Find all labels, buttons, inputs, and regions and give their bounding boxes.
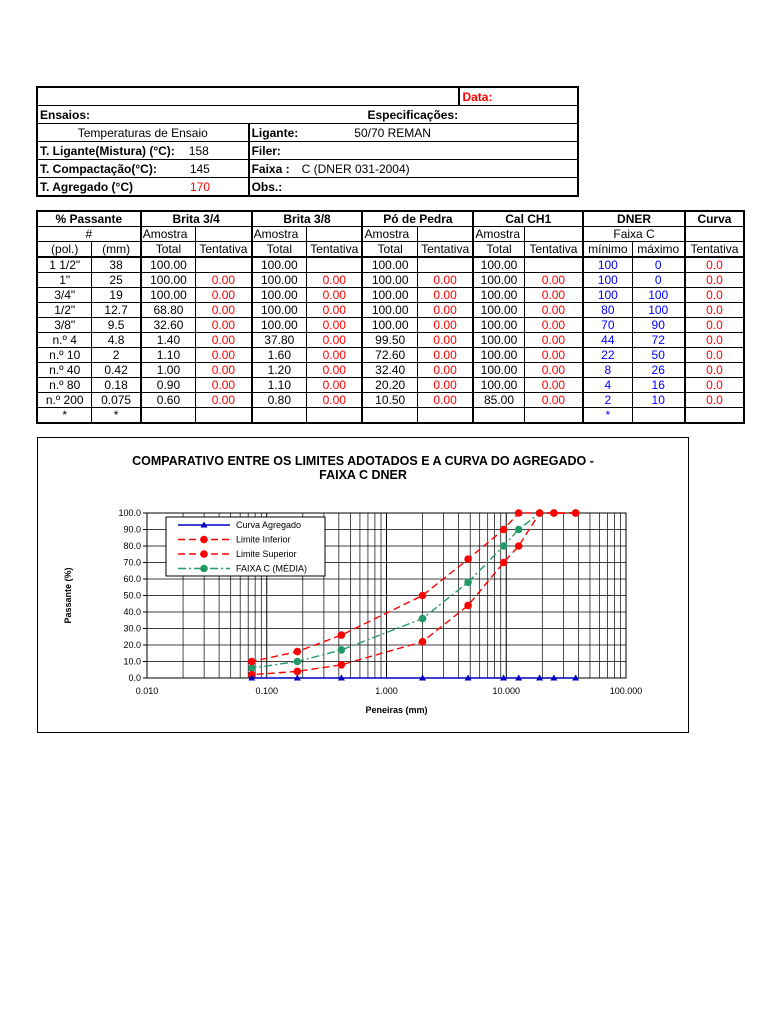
cell-min: 2 bbox=[583, 393, 632, 408]
cell-min: 70 bbox=[583, 318, 632, 333]
table-row bbox=[37, 408, 744, 424]
y-tick-label: 20.0 bbox=[123, 640, 141, 650]
cell-min: * bbox=[583, 408, 632, 424]
data-point bbox=[500, 559, 508, 567]
cell-min: 8 bbox=[583, 363, 632, 378]
x-tick-label: 10.000 bbox=[492, 686, 521, 696]
cell-curva: 0.0 bbox=[685, 348, 744, 363]
data-point bbox=[248, 664, 256, 672]
x-tick-label: 1.000 bbox=[375, 686, 398, 696]
filer-label: Filer: bbox=[249, 142, 578, 160]
cell-b38t bbox=[307, 257, 363, 273]
cell-curva: 0.0 bbox=[685, 393, 744, 408]
cell-b38t: 0.00 bbox=[307, 363, 363, 378]
cell-b38: 100.00 bbox=[252, 288, 307, 303]
cell-cal: 100.00 bbox=[473, 348, 524, 363]
maximo-header: máximo bbox=[632, 242, 685, 258]
faixa-c-header: Faixa C bbox=[583, 227, 685, 242]
data-point bbox=[550, 509, 558, 517]
cell-ppt: 0.00 bbox=[417, 303, 473, 318]
y-tick-label: 0.0 bbox=[128, 673, 141, 683]
legend-marker bbox=[200, 565, 208, 573]
amostra-header: Amostra bbox=[252, 227, 307, 242]
cell-ppt bbox=[417, 257, 473, 273]
data-point bbox=[419, 638, 427, 646]
cell-mm: 9.5 bbox=[92, 318, 141, 333]
table-row bbox=[37, 363, 744, 378]
cell-max: 0 bbox=[632, 273, 685, 288]
cell-ppt: 0.00 bbox=[417, 318, 473, 333]
chart-plot bbox=[38, 438, 688, 732]
x-axis-label: Peneiras (mm) bbox=[365, 705, 428, 715]
total-header: Total bbox=[141, 242, 196, 258]
cell-b34t bbox=[196, 257, 252, 273]
cell-ppt: 0.00 bbox=[417, 348, 473, 363]
cell-ppt: 0.00 bbox=[417, 363, 473, 378]
cell-b38: 37.80 bbox=[252, 333, 307, 348]
cell-b34: 100.00 bbox=[141, 257, 196, 273]
cell-curva: 0.0 bbox=[685, 363, 744, 378]
sieve-table-body bbox=[37, 257, 744, 423]
cell-pp: 100.00 bbox=[362, 257, 417, 273]
x-tick-label: 0.010 bbox=[135, 686, 159, 696]
data-point bbox=[248, 658, 256, 666]
cell-b34t: 0.00 bbox=[196, 303, 252, 318]
cell-b38: 100.00 bbox=[252, 303, 307, 318]
chart-title-line-2: FAIXA C DNER bbox=[319, 468, 407, 482]
y-tick-label: 60.0 bbox=[123, 574, 141, 584]
data-point bbox=[572, 509, 580, 517]
cell-mm: 0.075 bbox=[92, 393, 141, 408]
data-point bbox=[419, 592, 427, 600]
cell-calt: 0.00 bbox=[524, 363, 583, 378]
table-row bbox=[37, 393, 744, 408]
data-point bbox=[294, 648, 302, 656]
cell-pp: 100.00 bbox=[362, 273, 417, 288]
cell-max: 90 bbox=[632, 318, 685, 333]
passante-header: % Passante bbox=[37, 211, 141, 227]
dner-header: DNER bbox=[583, 211, 685, 227]
cell-max: 100 bbox=[632, 303, 685, 318]
pol-header: (pol.) bbox=[37, 242, 92, 258]
y-tick-label: 30.0 bbox=[123, 623, 141, 634]
cell-max: 72 bbox=[632, 333, 685, 348]
cell-cal: 100.00 bbox=[473, 378, 524, 393]
cell-min: 80 bbox=[583, 303, 632, 318]
cell-mm: 2 bbox=[92, 348, 141, 363]
legend-marker bbox=[200, 536, 208, 544]
data-point bbox=[500, 526, 508, 534]
cell-min: 22 bbox=[583, 348, 632, 363]
cell-ppt: 0.00 bbox=[417, 393, 473, 408]
cell-curva: 0.0 bbox=[685, 333, 744, 348]
cell-mm: 0.42 bbox=[92, 363, 141, 378]
cell-cal: 100.00 bbox=[473, 257, 524, 273]
cell-pp: 100.00 bbox=[362, 288, 417, 303]
hash-header: # bbox=[37, 227, 141, 242]
cell-ppt: 0.00 bbox=[417, 288, 473, 303]
amostra-header: Amostra bbox=[141, 227, 196, 242]
data-point bbox=[338, 631, 346, 639]
cell-min: 100 bbox=[583, 288, 632, 303]
cell-pp: 100.00 bbox=[362, 303, 417, 318]
cell-b38: 1.10 bbox=[252, 378, 307, 393]
cell-b34t: 0.00 bbox=[196, 273, 252, 288]
data-point bbox=[464, 579, 472, 587]
cell-b38t: 0.00 bbox=[307, 378, 363, 393]
cell-calt: 0.00 bbox=[524, 333, 583, 348]
cell-calt: 0.00 bbox=[524, 303, 583, 318]
cell-pp: 32.40 bbox=[362, 363, 417, 378]
cell-cal: 85.00 bbox=[473, 393, 524, 408]
cell-cal: 100.00 bbox=[473, 363, 524, 378]
cell-calt: 0.00 bbox=[524, 273, 583, 288]
cell-curva: 0.0 bbox=[685, 257, 744, 273]
cell-b38: 0.80 bbox=[252, 393, 307, 408]
cell-cal: 100.00 bbox=[473, 273, 524, 288]
y-tick-label: 80.0 bbox=[123, 541, 141, 551]
cell-b34: 1.40 bbox=[141, 333, 196, 348]
amostra-header: Amostra bbox=[473, 227, 524, 242]
cell-b38: 1.60 bbox=[252, 348, 307, 363]
data-point bbox=[515, 526, 523, 534]
cell-b34t: 0.00 bbox=[196, 348, 252, 363]
cell-calt bbox=[524, 408, 583, 424]
brita34-header: Brita 3/4 bbox=[141, 211, 252, 227]
cell-b34t: 0.00 bbox=[196, 393, 252, 408]
cell-pol: n.º 10 bbox=[37, 348, 92, 363]
cell-b34t: 0.00 bbox=[196, 363, 252, 378]
data-point bbox=[338, 661, 346, 669]
cell-pol: 1" bbox=[37, 273, 92, 288]
data-point bbox=[294, 658, 302, 666]
cell-calt: 0.00 bbox=[524, 393, 583, 408]
cell-b38t: 0.00 bbox=[307, 333, 363, 348]
legend-label: FAIXA C (MÉDIA) bbox=[236, 563, 308, 574]
t-compactacao-label: T. Compactação(°C): bbox=[40, 161, 157, 176]
data-point bbox=[500, 542, 508, 550]
obs-label: Obs.: bbox=[249, 178, 578, 197]
cell-b34: 1.00 bbox=[141, 363, 196, 378]
cell-pol: 3/4" bbox=[37, 288, 92, 303]
amostra-header: Amostra bbox=[362, 227, 417, 242]
po-de-pedra-header: Pó de Pedra bbox=[362, 211, 473, 227]
cell-calt: 0.00 bbox=[524, 348, 583, 363]
cell-mm: 25 bbox=[92, 273, 141, 288]
ligante-value: 50/70 REMAN bbox=[354, 125, 431, 140]
cell-pol: n.º 200 bbox=[37, 393, 92, 408]
table-row bbox=[37, 303, 744, 318]
data-point bbox=[536, 509, 544, 517]
cell-min: 100 bbox=[583, 257, 632, 273]
cell-min: 4 bbox=[583, 378, 632, 393]
legend-label: Limite Superior bbox=[236, 549, 297, 559]
tentativa-header: Tentativa bbox=[196, 242, 252, 258]
y-tick-label: 70.0 bbox=[123, 557, 141, 568]
cell-curva: 0.0 bbox=[685, 378, 744, 393]
cell-pp: 99.50 bbox=[362, 333, 417, 348]
t-compactacao-value: 145 bbox=[189, 161, 210, 176]
cell-ppt bbox=[417, 408, 473, 424]
cell-b34: 68.80 bbox=[141, 303, 196, 318]
chart-title-line-1: COMPARATIVO ENTRE OS LIMITES ADOTADOS E A CURVA DO AGREGADO - bbox=[132, 454, 594, 468]
table-row bbox=[37, 348, 744, 363]
t-ligante-label: T. Ligante(Mistura) (°C): bbox=[40, 143, 175, 158]
grading-chart bbox=[37, 437, 689, 733]
cell-b38t: 0.00 bbox=[307, 348, 363, 363]
cell-calt: 0.00 bbox=[524, 378, 583, 393]
data-point bbox=[464, 602, 472, 610]
cell-calt: 0.00 bbox=[524, 288, 583, 303]
total-header: Total bbox=[473, 242, 524, 258]
cell-b38t: 0.00 bbox=[307, 288, 363, 303]
curva-header: Curva bbox=[685, 211, 744, 227]
cell-b38 bbox=[252, 408, 307, 424]
cell-b38t: 0.00 bbox=[307, 273, 363, 288]
especificacoes-label: Especificações: bbox=[249, 106, 578, 124]
sieve-table bbox=[36, 210, 745, 424]
cell-max: 50 bbox=[632, 348, 685, 363]
ensaios-label: Ensaios: bbox=[37, 106, 249, 124]
cell-pol: n.º 4 bbox=[37, 333, 92, 348]
curva-tentativa-header: Tentativa bbox=[685, 242, 744, 258]
cell-max: 0 bbox=[632, 257, 685, 273]
data-point bbox=[464, 555, 472, 563]
cell-b34t bbox=[196, 408, 252, 424]
data-point bbox=[338, 646, 346, 654]
cell-pp: 10.50 bbox=[362, 393, 417, 408]
y-tick-label: 90.0 bbox=[123, 524, 141, 535]
tentativa-header: Tentativa bbox=[524, 242, 583, 258]
legend-label: Curva Agregado bbox=[236, 520, 302, 530]
cell-calt: 0.00 bbox=[524, 318, 583, 333]
cell-pp: 20.20 bbox=[362, 378, 417, 393]
ligante-label: Ligante: bbox=[251, 125, 299, 140]
cell-cal: 100.00 bbox=[473, 288, 524, 303]
y-tick-label: 40.0 bbox=[123, 607, 141, 617]
table-row bbox=[37, 378, 744, 393]
legend-label: Limite Inferior bbox=[236, 534, 291, 545]
data-point bbox=[294, 668, 302, 676]
legend-marker bbox=[200, 550, 208, 558]
mm-header: (mm) bbox=[92, 242, 141, 258]
total-header: Total bbox=[252, 242, 307, 258]
cell-max: 16 bbox=[632, 378, 685, 393]
cell-max bbox=[632, 408, 685, 424]
cell-b34: 1.10 bbox=[141, 348, 196, 363]
cell-cal: 100.00 bbox=[473, 333, 524, 348]
cell-mm: 12.7 bbox=[92, 303, 141, 318]
cell-pp: 100.00 bbox=[362, 318, 417, 333]
cell-mm: 0.18 bbox=[92, 378, 141, 393]
cell-pol: 3/8" bbox=[37, 318, 92, 333]
data-point bbox=[515, 542, 523, 550]
data-point bbox=[515, 509, 523, 517]
y-tick-label: 10.0 bbox=[123, 656, 141, 667]
cell-b34t: 0.00 bbox=[196, 288, 252, 303]
cell-b34: 100.00 bbox=[141, 288, 196, 303]
cell-b38t: 0.00 bbox=[307, 393, 363, 408]
cell-curva: 0.0 bbox=[685, 288, 744, 303]
cell-curva: 0.0 bbox=[685, 303, 744, 318]
cell-cal: 100.00 bbox=[473, 303, 524, 318]
cell-pol: n.º 80 bbox=[37, 378, 92, 393]
cell-ppt: 0.00 bbox=[417, 333, 473, 348]
cell-mm: * bbox=[92, 408, 141, 424]
table-row bbox=[37, 288, 744, 303]
cell-pol: 1 1/2" bbox=[37, 257, 92, 273]
cell-pol: * bbox=[37, 408, 92, 424]
cell-curva: 0.0 bbox=[685, 318, 744, 333]
total-header: Total bbox=[362, 242, 417, 258]
cal-header: Cal CH1 bbox=[473, 211, 583, 227]
t-ligante-value: 158 bbox=[188, 143, 209, 158]
date-label: Data: bbox=[459, 87, 578, 106]
cell-max: 10 bbox=[632, 393, 685, 408]
cell-b38: 100.00 bbox=[252, 257, 307, 273]
cell-calt bbox=[524, 257, 583, 273]
cell-pp bbox=[362, 408, 417, 424]
y-tick-label: 50.0 bbox=[123, 590, 141, 601]
cell-ppt: 0.00 bbox=[417, 378, 473, 393]
cell-cal bbox=[473, 408, 524, 424]
cell-b38t: 0.00 bbox=[307, 303, 363, 318]
cell-b38: 100.00 bbox=[252, 318, 307, 333]
minimo-header: mínimo bbox=[583, 242, 632, 258]
cell-b34: 0.90 bbox=[141, 378, 196, 393]
y-tick-label: 100.0 bbox=[118, 508, 141, 518]
t-agregado-value: 170 bbox=[190, 179, 211, 194]
tentativa-header: Tentativa bbox=[307, 242, 363, 258]
tentativa-header: Tentativa bbox=[417, 242, 473, 258]
cell-b34t: 0.00 bbox=[196, 318, 252, 333]
cell-max: 100 bbox=[632, 288, 685, 303]
cell-pp: 72.60 bbox=[362, 348, 417, 363]
cell-mm: 38 bbox=[92, 257, 141, 273]
cell-b34t: 0.00 bbox=[196, 378, 252, 393]
table-row bbox=[37, 318, 744, 333]
brita38-header: Brita 3/8 bbox=[252, 211, 363, 227]
x-tick-label: 100.000 bbox=[609, 686, 643, 696]
cell-max: 26 bbox=[632, 363, 685, 378]
cell-b38t bbox=[307, 408, 363, 424]
x-tick-label: 0.100 bbox=[255, 686, 279, 696]
data-point bbox=[419, 615, 427, 623]
cell-mm: 4.8 bbox=[92, 333, 141, 348]
cell-b34: 100.00 bbox=[141, 273, 196, 288]
table-row bbox=[37, 333, 744, 348]
t-agregado-label: T. Agregado (°C) bbox=[40, 179, 134, 194]
cell-mm: 19 bbox=[92, 288, 141, 303]
cell-pol: n.º 40 bbox=[37, 363, 92, 378]
cell-min: 44 bbox=[583, 333, 632, 348]
cell-min: 100 bbox=[583, 273, 632, 288]
cell-curva: 0.0 bbox=[685, 273, 744, 288]
cell-ppt: 0.00 bbox=[417, 273, 473, 288]
cell-b34: 0.60 bbox=[141, 393, 196, 408]
temperaturas-title: Temperaturas de Ensaio bbox=[37, 124, 249, 142]
cell-b34: 32.60 bbox=[141, 318, 196, 333]
cell-curva bbox=[685, 408, 744, 424]
faixa-value: C (DNER 031-2004) bbox=[301, 161, 410, 176]
faixa-label: Faixa : bbox=[251, 161, 290, 176]
cell-b34 bbox=[141, 408, 196, 424]
cell-cal: 100.00 bbox=[473, 318, 524, 333]
cell-b38: 100.00 bbox=[252, 273, 307, 288]
cell-b38: 1.20 bbox=[252, 363, 307, 378]
header-table bbox=[36, 86, 579, 197]
cell-pol: 1/2" bbox=[37, 303, 92, 318]
cell-b38t: 0.00 bbox=[307, 318, 363, 333]
y-axis-label: Passante (%) bbox=[63, 567, 73, 624]
table-row bbox=[37, 273, 744, 288]
table-row bbox=[37, 257, 744, 273]
cell-b34t: 0.00 bbox=[196, 333, 252, 348]
